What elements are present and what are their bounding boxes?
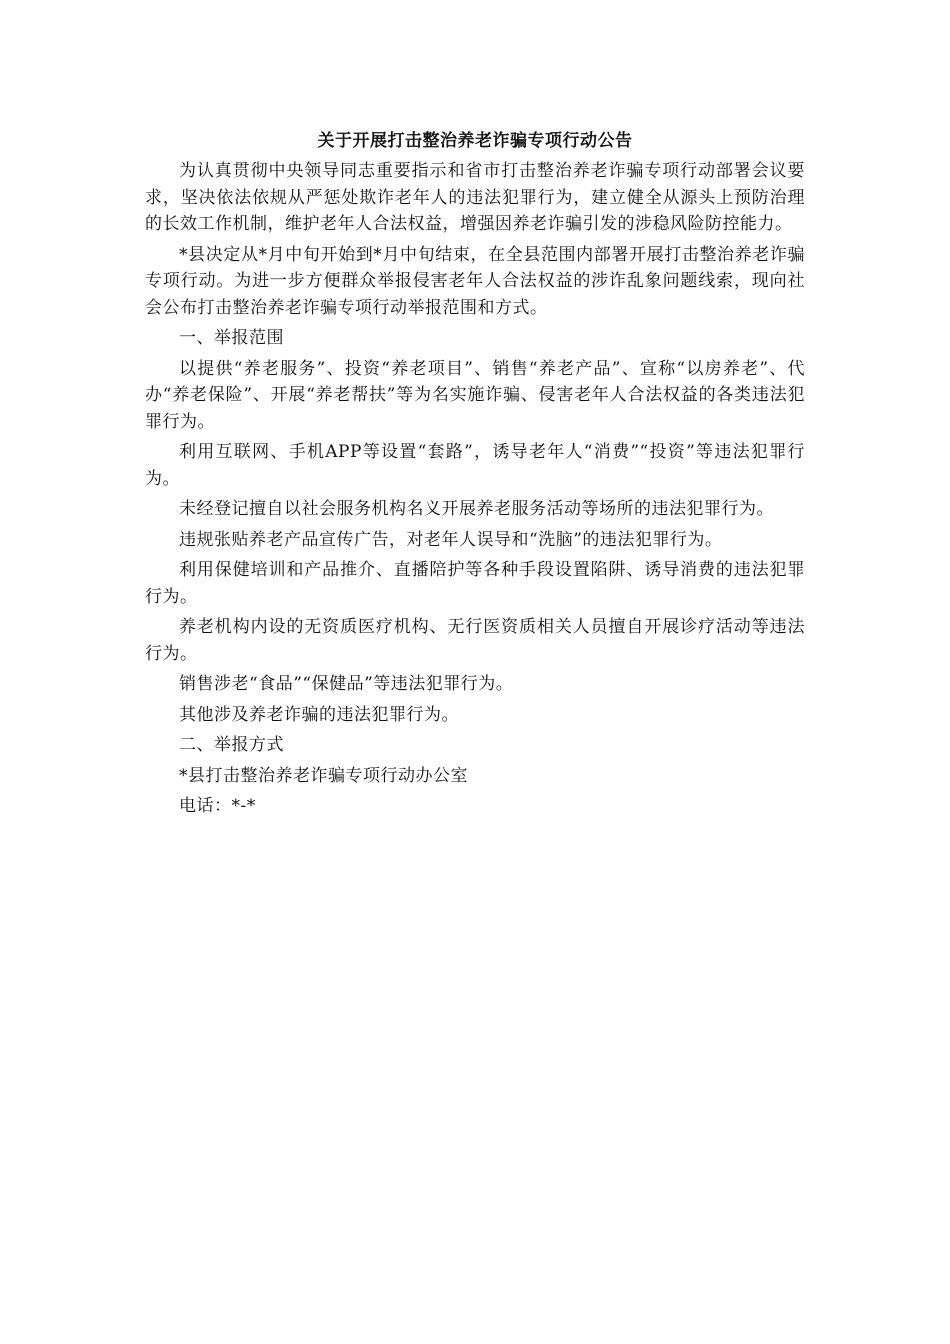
scope-item-health-training: 利用保健培训和产品推介、直播陪护等各种手段设置陷阱、诱导消费的违法犯罪行为。 [145, 560, 805, 607]
scope-item-fraud: 以提供“养老服务”、投资“养老项目”、销售“养老产品”、宣称“以房养老”、代办“养老保险”、开展“养老帮扶”等为名实施诈骗、侵害老年人合法权益的各类违法犯罪行为。 [145, 358, 805, 432]
section-heading-method: 二、举报方式 [179, 735, 284, 755]
scope-item-advertising: 违规张贴养老产品宣传广告，对老年人误导和“洗脑”的违法犯罪行为。 [179, 529, 723, 550]
phone-line: 电话：*-* [179, 796, 256, 816]
scope-item-food: 销售涉老“食品”“保健品”等违法犯罪行为。 [179, 674, 514, 694]
scope-item-other: 其他涉及养老诈骗的违法犯罪行为。 [179, 704, 459, 725]
document-title: 关于开展打击整治养老诈骗专项行动公告 [317, 131, 633, 151]
scope-item-unregistered: 未经登记擅自以社会服务机构名义开展养老服务活动等场所的违法犯罪行为。 [179, 499, 774, 519]
paragraph-intro: 为认真贯彻中央领导同志重要指示和省市打击整治养老诈骗专项行动部署会议要求，坚决依法依规从严惩处欺诈老年人的违法犯罪行为，建立健全从源头上预防治理的长效工作机制，维护老年人合法权益，增强因养老诈骗引发的涉稳风险防控能力。 [145, 161, 805, 234]
paragraph-decision: *县决定从*月中旬开始到*月中旬结束，在全县范围内部署开展打击整治养老诈骗专项行动。为进一步方便群众举报侵害老年人合法权益的涉诈乱象问题线索，现向社会公布打击整治养老诈骗专项行动举报范围和方式。 [145, 244, 805, 318]
scope-item-medical: 养老机构内设的无资质医疗机构、无行医资质相关人员擅自开展诊疗活动等违法行为。 [145, 617, 805, 664]
document-page [145, 128, 805, 824]
section-heading-scope: 一、举报范围 [179, 328, 284, 348]
office-name: *县打击整治养老诈骗专项行动办公室 [179, 765, 468, 786]
scope-item-internet: 利用互联网、手机APP等设置“套路”，诱导老年人“消费”“投资”等违法犯罪行为。 [145, 442, 805, 489]
